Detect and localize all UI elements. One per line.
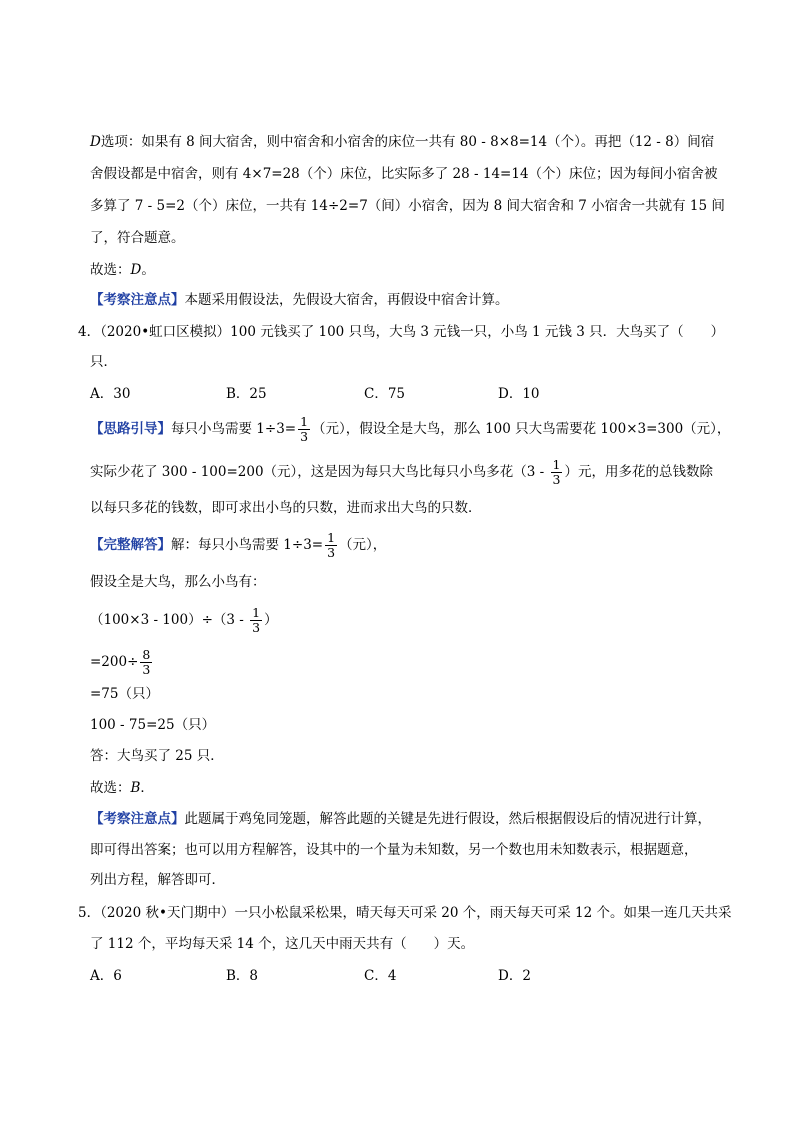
fraction-eight-thirds: $\frac{8}{3}$ xyxy=(142,647,151,677)
note-line-3: 列出方程，解答即可． xyxy=(90,872,225,888)
question-4-option-d: D．10 xyxy=(498,386,540,402)
note-line-1: 【考察注意点】此题属于鸡兔同笼题，解答此题的关键是先进行假设，然后根据假设后的情况进行计算， xyxy=(90,811,711,827)
solution-line-1: 【完整解答】解：每只小鸟需要 1÷3= $\frac{1}{3}$ （元）， xyxy=(90,530,387,560)
option-d-line-4: 了，符合题意。 xyxy=(90,230,185,246)
note-tag: 【考察注意点】 xyxy=(90,292,185,308)
question-5-stem-2: 了 112 个，平均每天采 14 个，这几天中雨天共有（ ）天。 xyxy=(90,936,475,952)
solution-line-6: 100 - 75=25（只） xyxy=(90,717,216,733)
answer-line: 故选：B． xyxy=(90,780,154,796)
question-4-stem-2: 只． xyxy=(90,354,117,370)
question-5-option-d: D．2 xyxy=(498,968,531,984)
question-5-option-c: C．4 xyxy=(364,968,397,984)
hint-tag: 【思路引导】 xyxy=(90,421,171,437)
question-4-option-a: A．30 xyxy=(90,386,131,402)
solution-line-7: 答：大鸟买了 25 只． xyxy=(90,748,224,764)
question-5-option-a: A．6 xyxy=(90,968,122,984)
note-line-2: 即可得出答案；也可以用方程解答，设其中的一个量为未知数，另一个数也用未知数表示，根据题意， xyxy=(90,842,698,858)
question-4-option-b: B．25 xyxy=(226,386,267,402)
note-line: 【考察注意点】本题采用假设法，先假设大宿舍，再假设中宿舍计算。 xyxy=(90,292,509,308)
solution-tag: 【完整解答】 xyxy=(90,537,171,553)
option-d-line-2: 舍假设都是中宿舍，则有 4×7=28（个）床位，比实际多了 28 - 14=14（个）床位；因为每间小宿舍被 xyxy=(90,166,718,182)
fraction-one-third: $\frac{1}{3}$ xyxy=(552,457,561,487)
hint-line-1: 【思路引导】每只小鸟需要 1÷3= $\frac{1}{3}$ （元），假设全是大鸟，那么 100 只大鸟需要花 100×3=300（元）， xyxy=(90,414,731,444)
solution-line-5: =75（只） xyxy=(90,686,159,702)
option-d-line-3: 多算了 7 - 5=2（个）床位，一共有 14÷2=7（间）小宿舍，因为 8 间大宿舍和 7 小宿舍一共就有 15 间 xyxy=(90,198,725,214)
question-4-option-c: C．75 xyxy=(364,386,406,402)
fraction-one-third: $\frac{1}{3}$ xyxy=(252,605,261,635)
hint-line-3: 以每只多花的钱数，即可求出小鸟的只数，进而求出大鸟的只数． xyxy=(90,500,482,516)
fraction-one-third: $\frac{1}{3}$ xyxy=(300,414,309,444)
fraction-one-third: $\frac{1}{3}$ xyxy=(327,530,336,560)
answer-line: 故选：D。 xyxy=(90,262,155,278)
question-4-stem-1: 4．（2020•虹口区模拟）100 元钱买了 100 只鸟，大鸟 3 元钱一只，小鸟 1 元钱 3 只．大鸟买了（ ） xyxy=(78,324,725,340)
solution-line-3: （100×3 - 100）÷（3 - $\frac{1}{3}$ ） xyxy=(90,605,278,635)
solution-line-2: 假设全是大鸟，那么小鸟有： xyxy=(90,574,266,590)
option-d-line-1: D选项：如果有 8 间大宿舍，则中宿舍和小宿舍的床位一共有 80 - 8×8=14（个）。再把（12 - 8）间宿 xyxy=(90,134,715,150)
option-letter: D xyxy=(90,134,101,150)
hint-line-2: 实际少花了 300 - 100=200（元），这是因为每只大鸟比每只小鸟多花（3 - $\frac{1}{3}$ ）元，用多花的总钱数除 xyxy=(90,457,713,487)
question-5-option-b: B．8 xyxy=(226,968,259,984)
note-tag: 【考察注意点】 xyxy=(90,811,185,827)
question-5-stem-1: 5．（2020 秋•天门期中）一只小松鼠采松果，晴天每天可采 20 个，雨天每天可采 12 个。如果一连几天共采 xyxy=(78,905,732,921)
solution-line-4: =200÷ $\frac{8}{3}$ xyxy=(90,647,151,677)
